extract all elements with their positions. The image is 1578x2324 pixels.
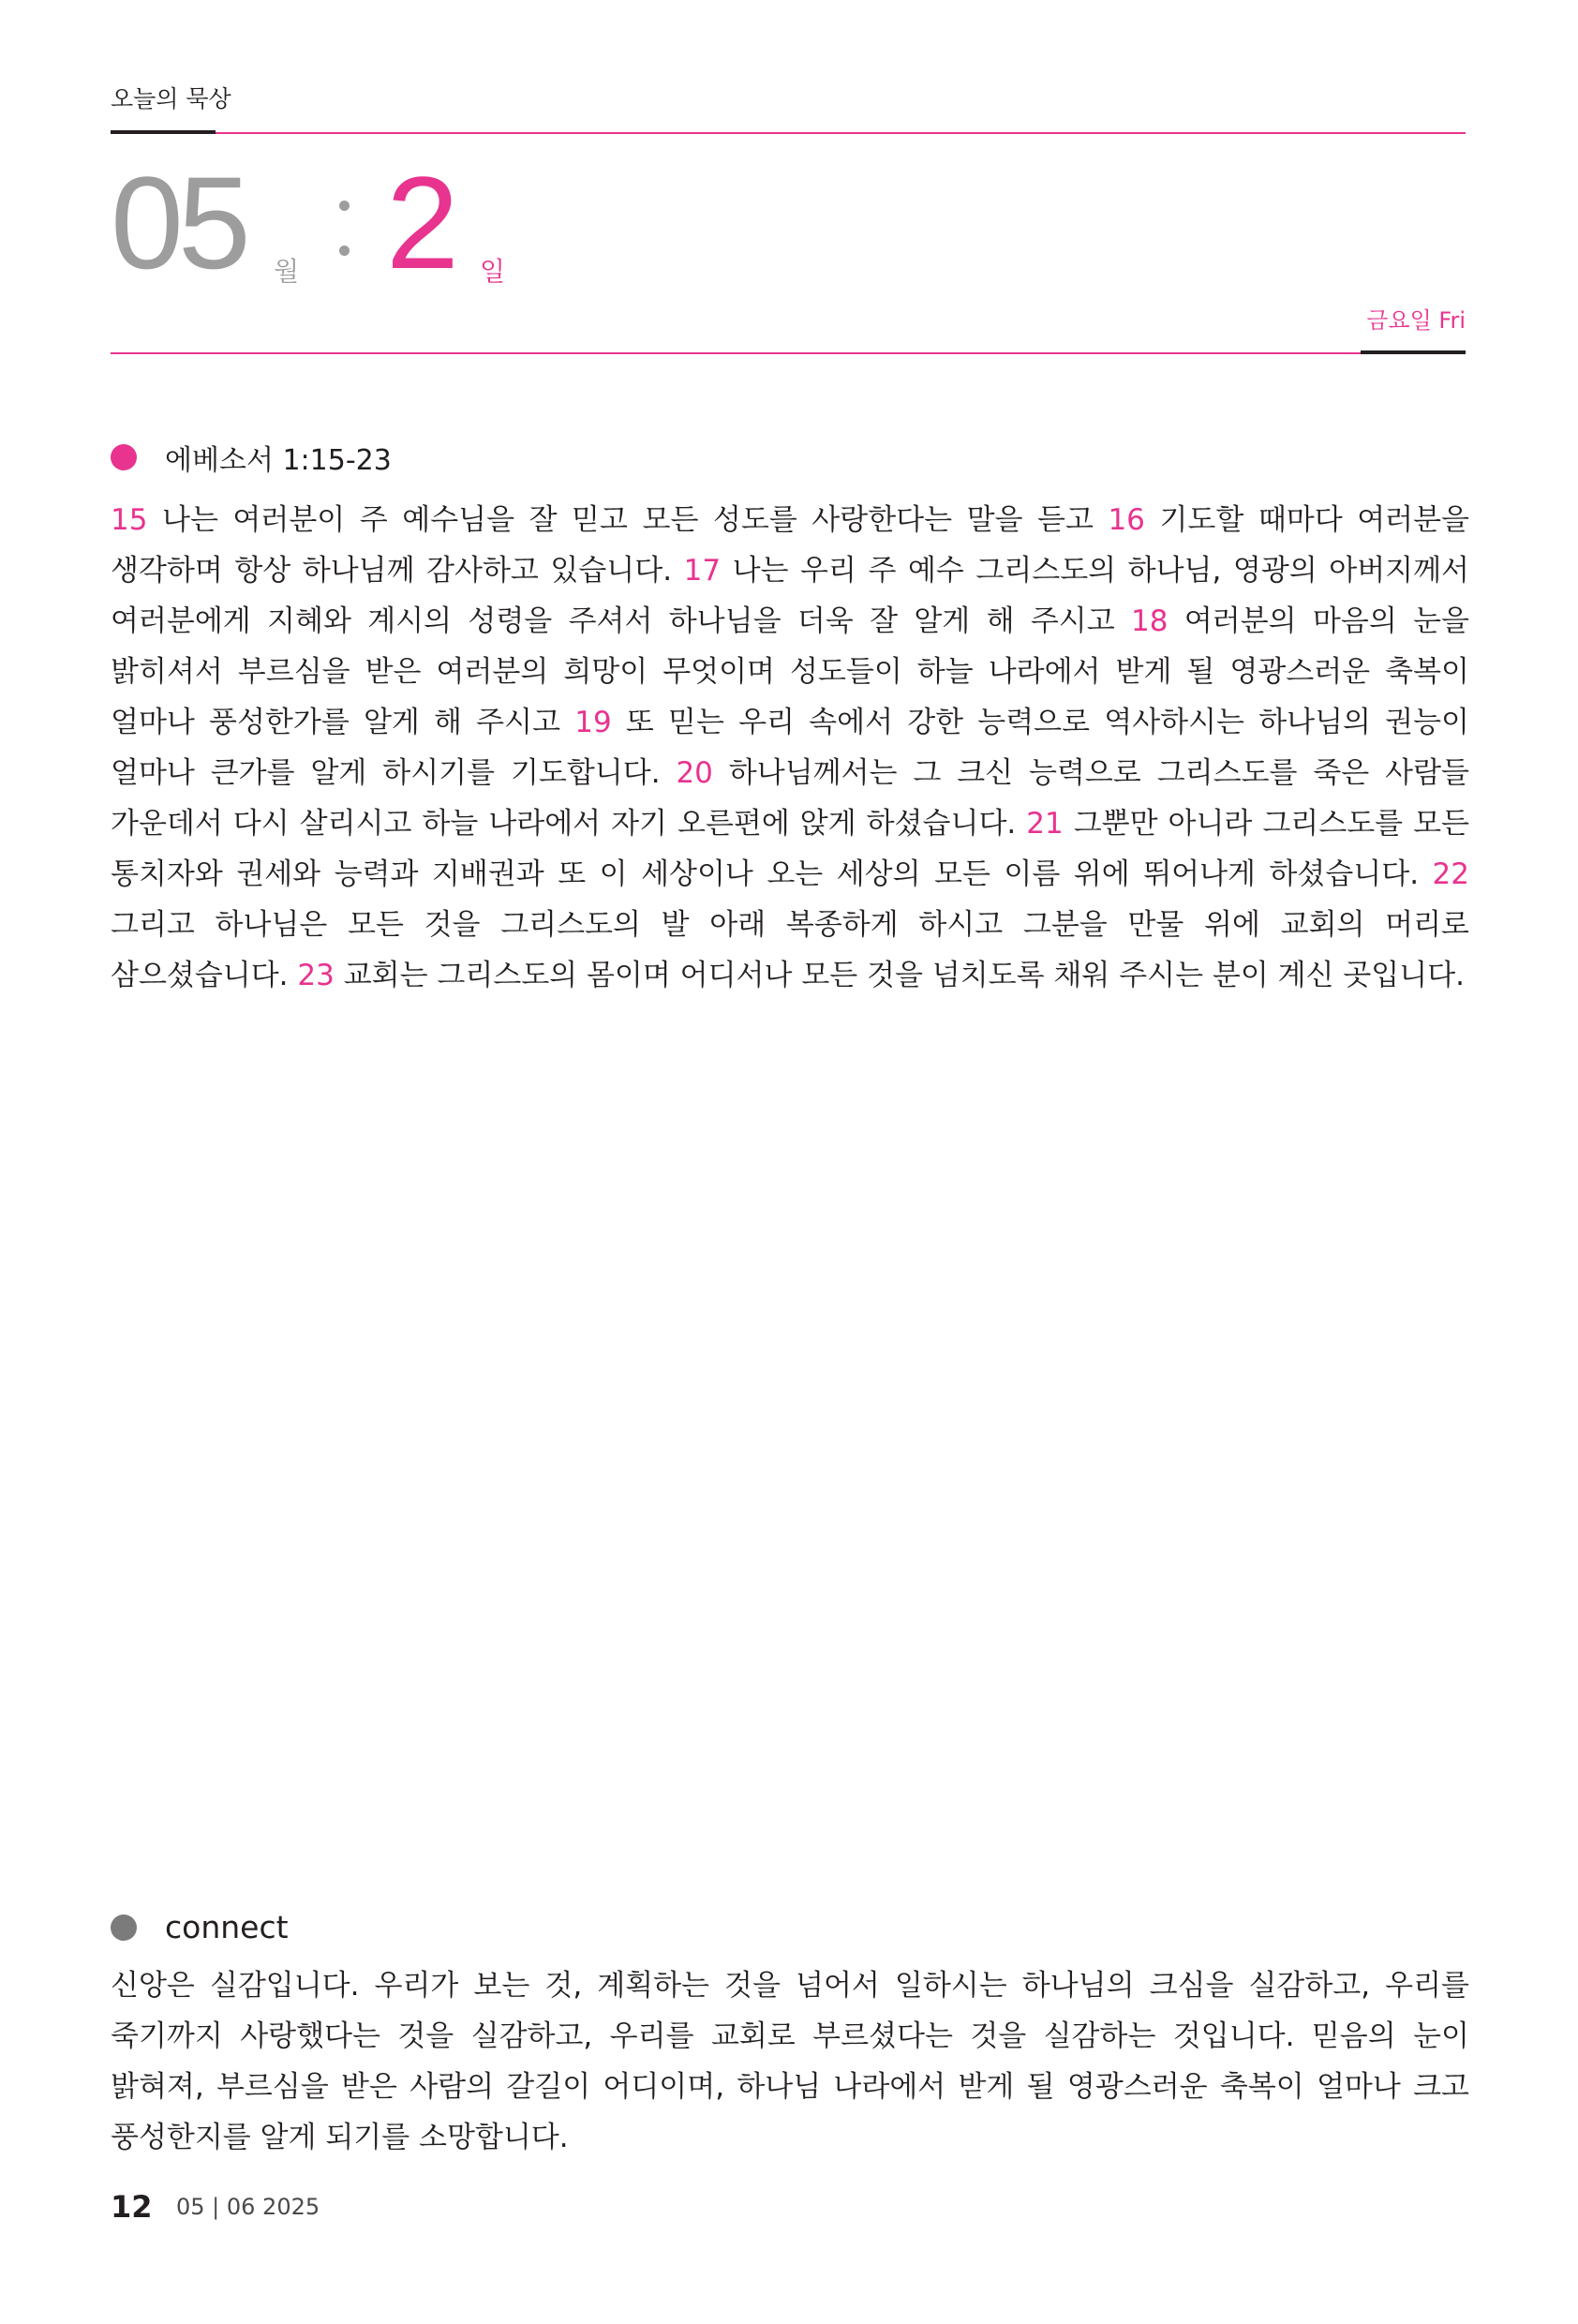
header-rule-pink — [216, 132, 1466, 134]
month-number: 05 — [111, 149, 246, 296]
passage-heading — [111, 437, 392, 478]
verse-number: 21 — [1026, 807, 1064, 841]
issue-date: 05 | 06 2025 — [176, 2194, 320, 2220]
day-number: 2 — [386, 149, 459, 296]
date-colon — [339, 197, 350, 264]
section-label: 오늘의 묵상 — [111, 85, 231, 112]
colon-dot-top — [339, 201, 350, 211]
connect-heading — [111, 1909, 289, 1945]
page-number: 12 — [111, 2189, 153, 2225]
verse-text: 여러분의 마음의 눈을 밝히셔서 부르심을 받은 여러분의 희망이 무엇이며 성도들이 하늘 나라에서 받게 될 영광스러운 축복이 얼마나 풍성한가를 알게 해 주시고 — [111, 604, 1469, 739]
verse-text: 교회는 그리스도의 몸이며 어디서나 모든 것을 넘치도록 채워 주시는 분이 계신 곳입니다. — [334, 959, 1465, 992]
verse-number: 16 — [1108, 503, 1145, 537]
verse-text: 나는 우리 주 예수 그리스도의 하나님, 영광의 아버지께서 여러분에게 지혜와 계시의 성령을 주셔서 하나님을 더욱 잘 알게 해 주시고 — [111, 554, 1469, 638]
header-rule-dark — [111, 130, 216, 134]
verse-text: 그리고 하나님은 모든 것을 그리스도의 발 아래 복종하게 하시고 그분을 만물 위에 교회의 머리로 삼으셨습니다. — [111, 908, 1469, 992]
verse-text: 기도할 때마다 여러분을 생각하며 항상 하나님께 감사하고 있습니다. — [111, 503, 1469, 588]
verse-number: 19 — [574, 706, 612, 739]
verse-number: 22 — [1432, 857, 1469, 891]
weekday-label: 금요일 Fri — [1366, 307, 1466, 334]
bullet-dot-icon — [111, 444, 137, 470]
bullet-dot-icon — [111, 1914, 137, 1941]
verse-number: 18 — [1131, 604, 1169, 638]
verse-number: 20 — [676, 756, 713, 790]
date-rule-pink — [111, 352, 1361, 354]
verse-text: 또 믿는 우리 속에서 강한 능력으로 역사하시는 하나님의 권능이 얼마나 큰가를 알게 하시기를 기도합니다. — [111, 706, 1470, 790]
verse-text: 하나님께서는 그 크신 능력으로 그리스도를 죽은 사람들 가운데서 다시 살리시고 하늘 나라에서 자기 오른편에 앉게 하셨습니다. — [111, 756, 1469, 841]
date-rule-dark — [1361, 350, 1466, 354]
connect-title: connect — [165, 1909, 289, 1945]
day-unit: 일 — [480, 256, 506, 287]
passage-text — [111, 495, 1469, 1001]
verse-text: 그뿐만 아니라 그리스도를 모든 통치자와 권세와 능력과 지배권과 또 이 세상이나 오는 세상의 모든 이름 위에 뛰어나게 하셨습니다. — [111, 807, 1469, 891]
verse-number: 15 — [111, 503, 148, 537]
passage-reference: 에베소서 1:15-23 — [165, 444, 392, 477]
verse-text: 나는 여러분이 주 예수님을 잘 믿고 모든 성도를 사랑한다는 말을 듣고 — [147, 503, 1109, 537]
verse-number: 17 — [683, 554, 722, 588]
verse-number: 23 — [297, 959, 335, 992]
connect-text: 신앙은 실감입니다. 우리가 보는 것, 계획하는 것을 넘어서 일하시는 하나님의 크심을 실감하고, 우리를 죽기까지 사랑했다는 것을 실감하고, 우리를 교회로 부르셨다는 것을 실감하는 것입니다. 믿음의 눈이 밝혀져, 부르심을 받은 사람의 갈길이 어디이며, 하나님 나라에서 받게 될 영광스러운 축복이 얼마나 크고 풍성한지를 알게 되기를 소망합니다. — [111, 1969, 1469, 2154]
colon-dot-bottom — [339, 246, 350, 256]
month-unit: 월 — [274, 256, 300, 287]
